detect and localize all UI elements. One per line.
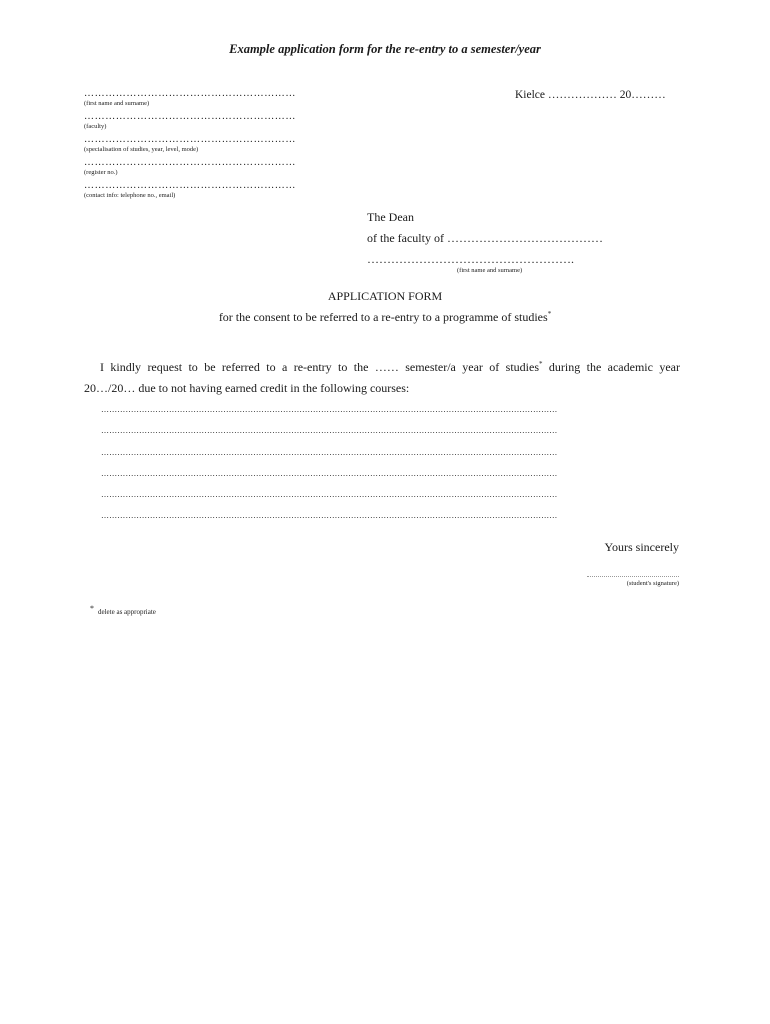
request-line-2: 20…/20… due to not having earned credit in the following courses: — [84, 381, 410, 395]
course-dotted-line: …………………………………………………………………………………………………………………………………………………… — [101, 447, 558, 457]
document-title: Example application form for the re-entry to a semester/year — [229, 42, 541, 56]
field-caption: (specialisation of studies, year, level, mode) — [84, 146, 199, 153]
course-dotted-line: …………………………………………………………………………………………………………………………………………………… — [101, 468, 558, 478]
field-caption: (register no.) — [84, 169, 118, 176]
footnote-mark: * — [539, 360, 543, 368]
form-subheading-text: for the consent to be referred to a re-entry to a programme of studies — [218, 310, 548, 324]
sender-block — [84, 89, 314, 204]
addressee-caption: (first name and surname) — [457, 267, 523, 274]
signature-line — [587, 570, 679, 577]
sender-register-field — [84, 158, 314, 177]
sender-contact-field — [84, 181, 314, 200]
addressee-name-line: ……………………………………………. — [367, 252, 574, 266]
footnote-mark: * — [90, 604, 94, 613]
addressee-block — [367, 210, 667, 275]
footnote — [90, 604, 156, 616]
dotted-line: …………………………………………………… — [84, 158, 296, 168]
field-caption: (first name and surname) — [84, 100, 150, 107]
course-dotted-line: …………………………………………………………………………………………………………………………………………………… — [101, 405, 558, 414]
request-text: during the academic year — [542, 360, 680, 374]
field-caption: (faculty) — [84, 123, 107, 130]
request-paragraph — [84, 357, 680, 399]
sender-name-field — [84, 89, 314, 108]
signature-caption: (student's signature) — [626, 580, 679, 587]
place-date: Kielce ……………… 20……… — [515, 89, 666, 101]
form-heading: APPLICATION FORM — [327, 289, 443, 303]
sender-faculty-field — [84, 112, 314, 131]
dotted-line: …………………………………………………… — [84, 89, 296, 99]
course-lines — [101, 403, 681, 531]
field-caption: (contact info: telephone no., email) — [84, 192, 176, 199]
request-line-1 — [84, 357, 680, 378]
request-text: I kindly request to be referred to a re-entry to the …… semester/a year of studies — [100, 360, 539, 374]
course-dotted-line: …………………………………………………………………………………………………………………………………………………… — [101, 426, 558, 436]
sender-specialisation-field — [84, 135, 314, 154]
dotted-line: …………………………………………………… — [84, 135, 296, 145]
closing-text: Yours sincerely — [604, 540, 679, 554]
dotted-line: …………………………………………………… — [84, 112, 296, 122]
form-subheading — [0, 310, 770, 325]
addressee-faculty: of the faculty of ………………………………… — [367, 231, 603, 245]
footnote-text: delete as appropriate — [98, 608, 156, 616]
addressee-title: The Dean — [367, 210, 414, 224]
course-dotted-line: …………………………………………………………………………………………………………………………………………………… — [101, 511, 558, 521]
dotted-line: …………………………………………………… — [84, 181, 296, 191]
footnote-mark: * — [547, 310, 552, 318]
course-dotted-line: …………………………………………………………………………………………………………………………………………………… — [101, 490, 558, 500]
